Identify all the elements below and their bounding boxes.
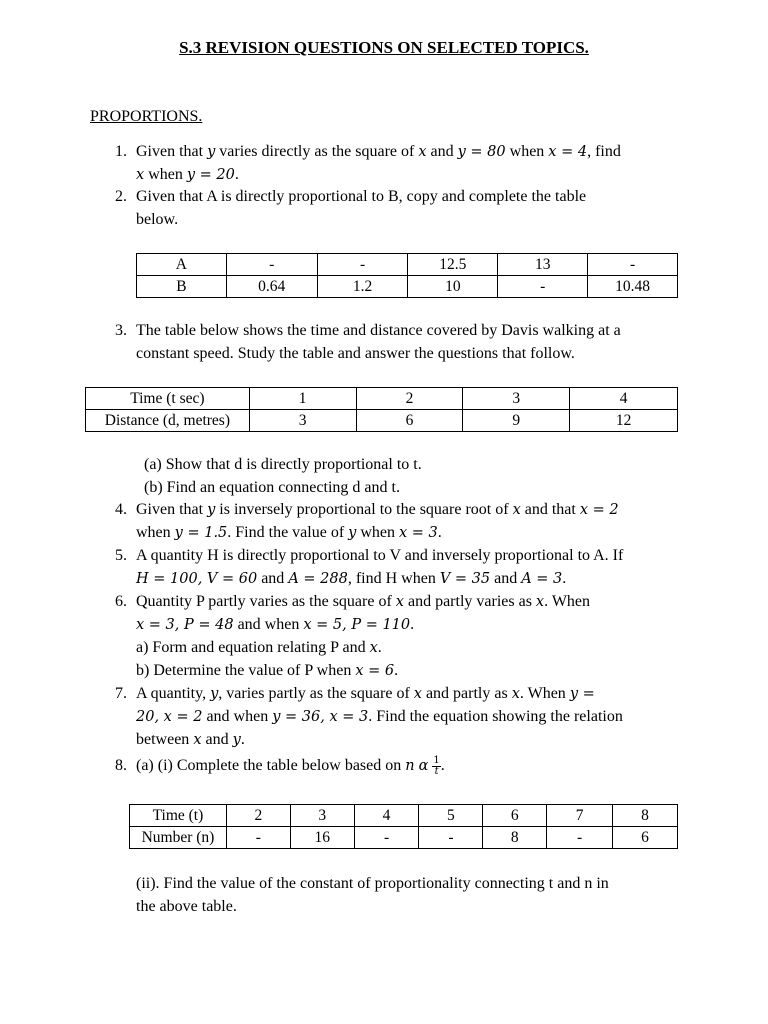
table-cell: 6: [613, 827, 678, 849]
table-cell: -: [317, 254, 408, 276]
table-cell: 3: [463, 388, 570, 410]
table-cell: B: [137, 276, 227, 298]
table-cell: 5: [419, 805, 483, 827]
table-row: [130, 805, 678, 827]
question-text: x = 3, P = 48 and when x = 5, P = 110.: [136, 616, 415, 633]
question-text: The table below shows the time and distance covered by Davis walking at a: [136, 322, 621, 339]
table-cell: -: [226, 254, 317, 276]
question-number: 1.: [115, 143, 127, 160]
question-text: Given that A is directly proportional to B, copy and complete the table: [136, 188, 587, 205]
table-cell: -: [498, 276, 588, 298]
question-number: 5.: [115, 547, 127, 564]
table-cell: Distance (d, metres): [86, 410, 250, 432]
table-cell: 10.48: [588, 276, 678, 298]
table-cell: 8: [483, 827, 547, 849]
question-number: 2.: [115, 188, 127, 205]
table-cell: 3: [290, 805, 354, 827]
table-row: [130, 827, 678, 849]
table-row: [137, 254, 678, 276]
question-text: Given that y varies directly as the square of x and y = 80 when x = 4, find: [136, 143, 621, 160]
question-number: 8.: [115, 757, 127, 774]
question-number: 6.: [115, 593, 127, 610]
section-heading: PROPORTIONS.: [90, 108, 203, 125]
question-text: 20, x = 2 and when y = 36, x = 3. Find the equation showing the relation: [136, 708, 623, 725]
table-cell: A: [137, 254, 227, 276]
question-number: 7.: [115, 685, 127, 702]
table-cell: -: [419, 827, 483, 849]
table-time-number: [129, 804, 678, 849]
question-text: (a) (i) Complete the table below based on n α $\frac{1}{t}$ .: [136, 754, 445, 777]
table-cell: 10: [408, 276, 498, 298]
table-cell: 12.5: [408, 254, 498, 276]
table-cell: -: [547, 827, 613, 849]
question-part-ii: the above table.: [136, 898, 237, 915]
question-text: below.: [136, 211, 179, 228]
table-cell: 6: [356, 410, 463, 432]
question-part-ii: (ii). Find the value of the constant of proportionality connecting t and n in: [136, 875, 609, 892]
table-cell: 9: [463, 410, 570, 432]
page-title: S.3 REVISION QUESTIONS ON SELECTED TOPICS.: [179, 38, 589, 57]
table-row: [86, 388, 678, 410]
question-part-a: (a) Show that d is directly proportional to t.: [144, 456, 422, 473]
table-cell: 16: [290, 827, 354, 849]
table-cell: 13: [498, 254, 588, 276]
fraction: $\frac{1}{t}$: [433, 754, 440, 777]
table-cell: -: [226, 827, 290, 849]
table-cell: 2: [226, 805, 290, 827]
question-part-b: (b) Find an equation connecting d and t.: [144, 479, 400, 496]
table-cell: 4: [354, 805, 419, 827]
question-text: between x and y.: [136, 731, 245, 748]
table-cell: 12: [570, 410, 678, 432]
table-cell: 4: [570, 388, 678, 410]
table-cell: 1: [249, 388, 356, 410]
question-number: 3.: [115, 322, 127, 339]
table-cell: Time (t sec): [86, 388, 250, 410]
table-cell: 7: [547, 805, 613, 827]
question-text: A quantity, y, varies partly as the square of x and partly as x. When y =: [136, 685, 595, 702]
question-text: x when y = 20.: [136, 166, 239, 183]
question-text: constant speed. Study the table and answer the questions that follow.: [136, 345, 575, 362]
question-number: 4.: [115, 501, 127, 518]
table-cell: 3: [249, 410, 356, 432]
question-text: H = 100, V = 60 and A = 288, find H when V = 35 and A = 3.: [136, 570, 567, 587]
table-cell: 6: [483, 805, 547, 827]
question-part-b: b) Determine the value of P when x = 6.: [136, 662, 399, 679]
question-text: Given that y is inversely proportional to the square root of x and that x = 2: [136, 501, 619, 518]
table-cell: Time (t): [130, 805, 227, 827]
table-cell: 1.2: [317, 276, 408, 298]
table-cell: 0.64: [226, 276, 317, 298]
table-cell: -: [354, 827, 419, 849]
question-text: A quantity H is directly proportional to V and inversely proportional to A. If: [136, 547, 624, 564]
table-cell: 8: [613, 805, 678, 827]
question-part-a: a) Form and equation relating P and x.: [136, 639, 382, 656]
table-cell: Number (n): [130, 827, 227, 849]
table-cell: 2: [356, 388, 463, 410]
table-a-b: [136, 253, 678, 298]
table-row: [86, 410, 678, 432]
question-text: Quantity P partly varies as the square of x and partly varies as x. When: [136, 593, 591, 610]
table-cell: -: [588, 254, 678, 276]
table-row: [137, 276, 678, 298]
table-time-distance: [85, 387, 678, 432]
question-text: when y = 1.5. Find the value of y when x = 3.: [136, 524, 442, 541]
